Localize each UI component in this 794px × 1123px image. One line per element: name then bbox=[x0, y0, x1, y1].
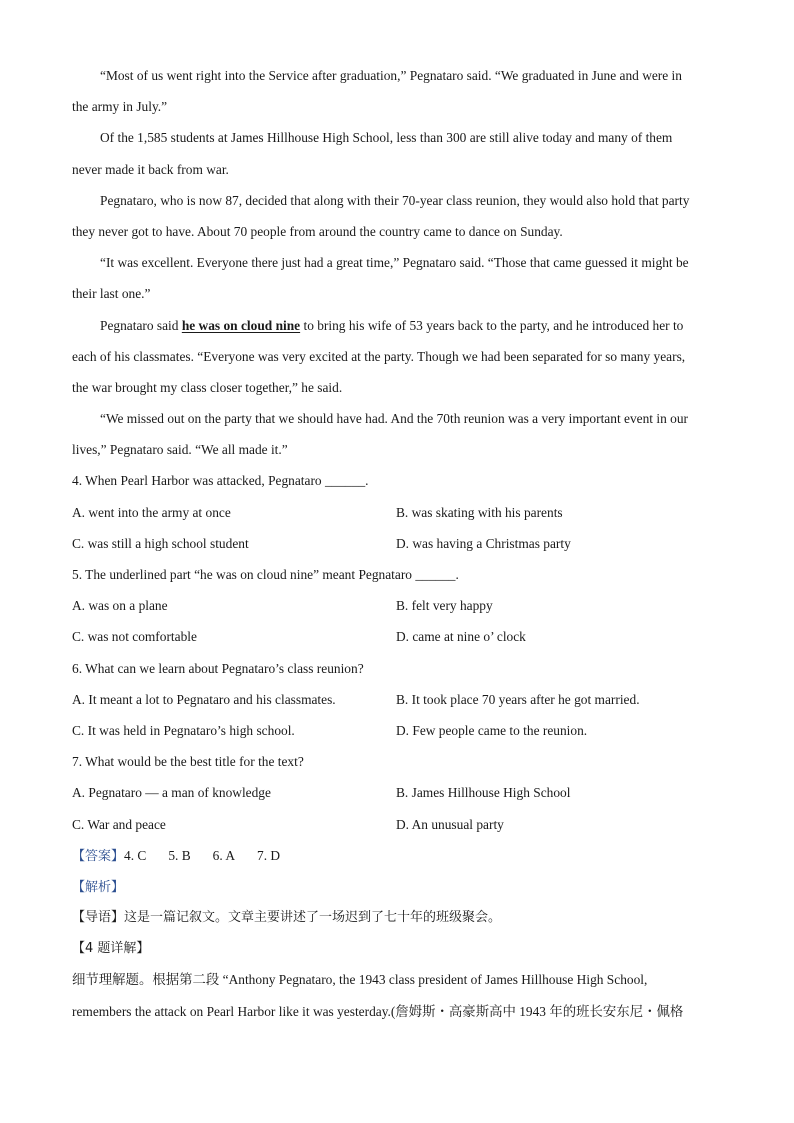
answer-label: 【答案】 bbox=[72, 848, 125, 864]
option-b: B. It took place 70 years after he got married. bbox=[396, 691, 640, 707]
answer-key bbox=[72, 840, 720, 871]
option-row bbox=[72, 528, 720, 559]
passage-text: Pegnataro said bbox=[100, 317, 182, 333]
option-a: A. went into the army at once bbox=[72, 504, 231, 520]
option-b: B. felt very happy bbox=[396, 598, 493, 614]
option-a: A. Pegnataro — a man of knowledge bbox=[72, 785, 271, 801]
option-row bbox=[72, 777, 720, 808]
q4-detail-heading: 【4 题详解】 bbox=[72, 941, 150, 957]
q4-detail-line: 细节理解题。根据第二段 “Anthony Pegnataro, the 1943 class president of James Hillhouse High School, bbox=[72, 972, 648, 988]
question-stem: 6. What can we learn about Pegnataro’s class reunion? bbox=[72, 660, 364, 676]
option-row bbox=[72, 684, 720, 715]
passage-line: each of his classmates. “Everyone was very excited at the party. Though we had been separated for so many years, bbox=[72, 348, 686, 364]
question-7 bbox=[72, 746, 720, 840]
passage-line: lives,” Pegnataro said. “We all made it.” bbox=[72, 442, 288, 458]
document-page bbox=[72, 60, 720, 1027]
passage-text: to bring his wife of 53 years back to the party, and he introduced her to bbox=[300, 317, 684, 333]
q4-detail-line: remembers the attack on Pearl Harbor like it was yesterday.(詹姆斯・高豪斯高中 1943 年的班长安东尼・佩格 bbox=[72, 1003, 684, 1019]
option-b: B. was skating with his parents bbox=[396, 504, 563, 520]
option-d: D. was having a Christmas party bbox=[396, 535, 571, 551]
option-row bbox=[72, 809, 720, 840]
passage-line: “Most of us went right into the Service after graduation,” Pegnataro said. “We graduated in June and were in bbox=[100, 68, 682, 83]
analysis-heading bbox=[72, 871, 720, 902]
analysis-label: 【解析】 bbox=[72, 879, 125, 895]
option-row bbox=[72, 497, 720, 528]
passage-line: never made it back from war. bbox=[72, 161, 229, 177]
passage-line: their last one.” bbox=[72, 286, 151, 302]
option-b: B. James Hillhouse High School bbox=[396, 785, 571, 801]
question-6 bbox=[72, 653, 720, 747]
option-d: D. came at nine o’ clock bbox=[396, 629, 526, 645]
option-row bbox=[72, 621, 720, 652]
passage-line: the war brought my class closer together,” he said. bbox=[72, 379, 343, 395]
answer-item: 6. A bbox=[212, 847, 235, 863]
option-c: C. It was held in Pegnataro’s high school. bbox=[72, 722, 295, 738]
analysis-section bbox=[72, 871, 720, 1027]
question-list bbox=[72, 465, 720, 839]
option-row bbox=[72, 715, 720, 746]
option-c: C. was not comfortable bbox=[72, 629, 197, 645]
option-a: A. It meant a lot to Pegnataro and his classmates. bbox=[72, 691, 336, 707]
option-a: A. was on a plane bbox=[72, 598, 168, 614]
question-4 bbox=[72, 465, 720, 559]
reading-passage bbox=[72, 60, 720, 465]
answer-item: 4. C bbox=[124, 847, 147, 863]
intro-line bbox=[72, 902, 720, 933]
question-stem: 7. What would be the best title for the text? bbox=[72, 754, 304, 770]
answer-item: 5. B bbox=[168, 847, 191, 863]
passage-line: the army in July.” bbox=[72, 99, 168, 115]
passage-line bbox=[72, 310, 720, 341]
answer-item: 7. D bbox=[257, 847, 281, 863]
passage-line: “It was excellent. Everyone there just had a great time,” Pegnataro said. “Those that came guessed it might be bbox=[100, 255, 689, 271]
passage-line: Of the 1,585 students at James Hillhouse High School, less than 300 are still alive today and many of them bbox=[100, 130, 673, 146]
option-d: D. Few people came to the reunion. bbox=[396, 722, 588, 738]
option-row bbox=[72, 590, 720, 621]
underlined-phrase: he was on cloud nine bbox=[181, 317, 301, 333]
option-c: C. War and peace bbox=[72, 816, 166, 832]
question-5 bbox=[72, 559, 720, 653]
intro-label: 【导语】 bbox=[72, 910, 125, 926]
question-stem: 5. The underlined part “he was on cloud nine” meant Pegnataro ______. bbox=[72, 567, 459, 582]
option-d: D. An unusual party bbox=[396, 816, 504, 832]
passage-line: Pegnataro, who is now 87, decided that along with their 70-year class reunion, they would also hold that party bbox=[100, 192, 690, 208]
passage-line: “We missed out on the party that we should have had. And the 70th reunion was a very important event in our bbox=[100, 411, 688, 427]
question-stem: 4. When Pearl Harbor was attacked, Pegnataro ______. bbox=[72, 473, 369, 489]
passage-line: they never got to have. About 70 people from around the country came to dance on Sunday. bbox=[72, 223, 563, 239]
option-c: C. was still a high school student bbox=[72, 535, 249, 551]
intro-text: 这是一篇记叙文。文章主要讲述了一场迟到了七十年的班级聚会。 bbox=[124, 910, 502, 926]
